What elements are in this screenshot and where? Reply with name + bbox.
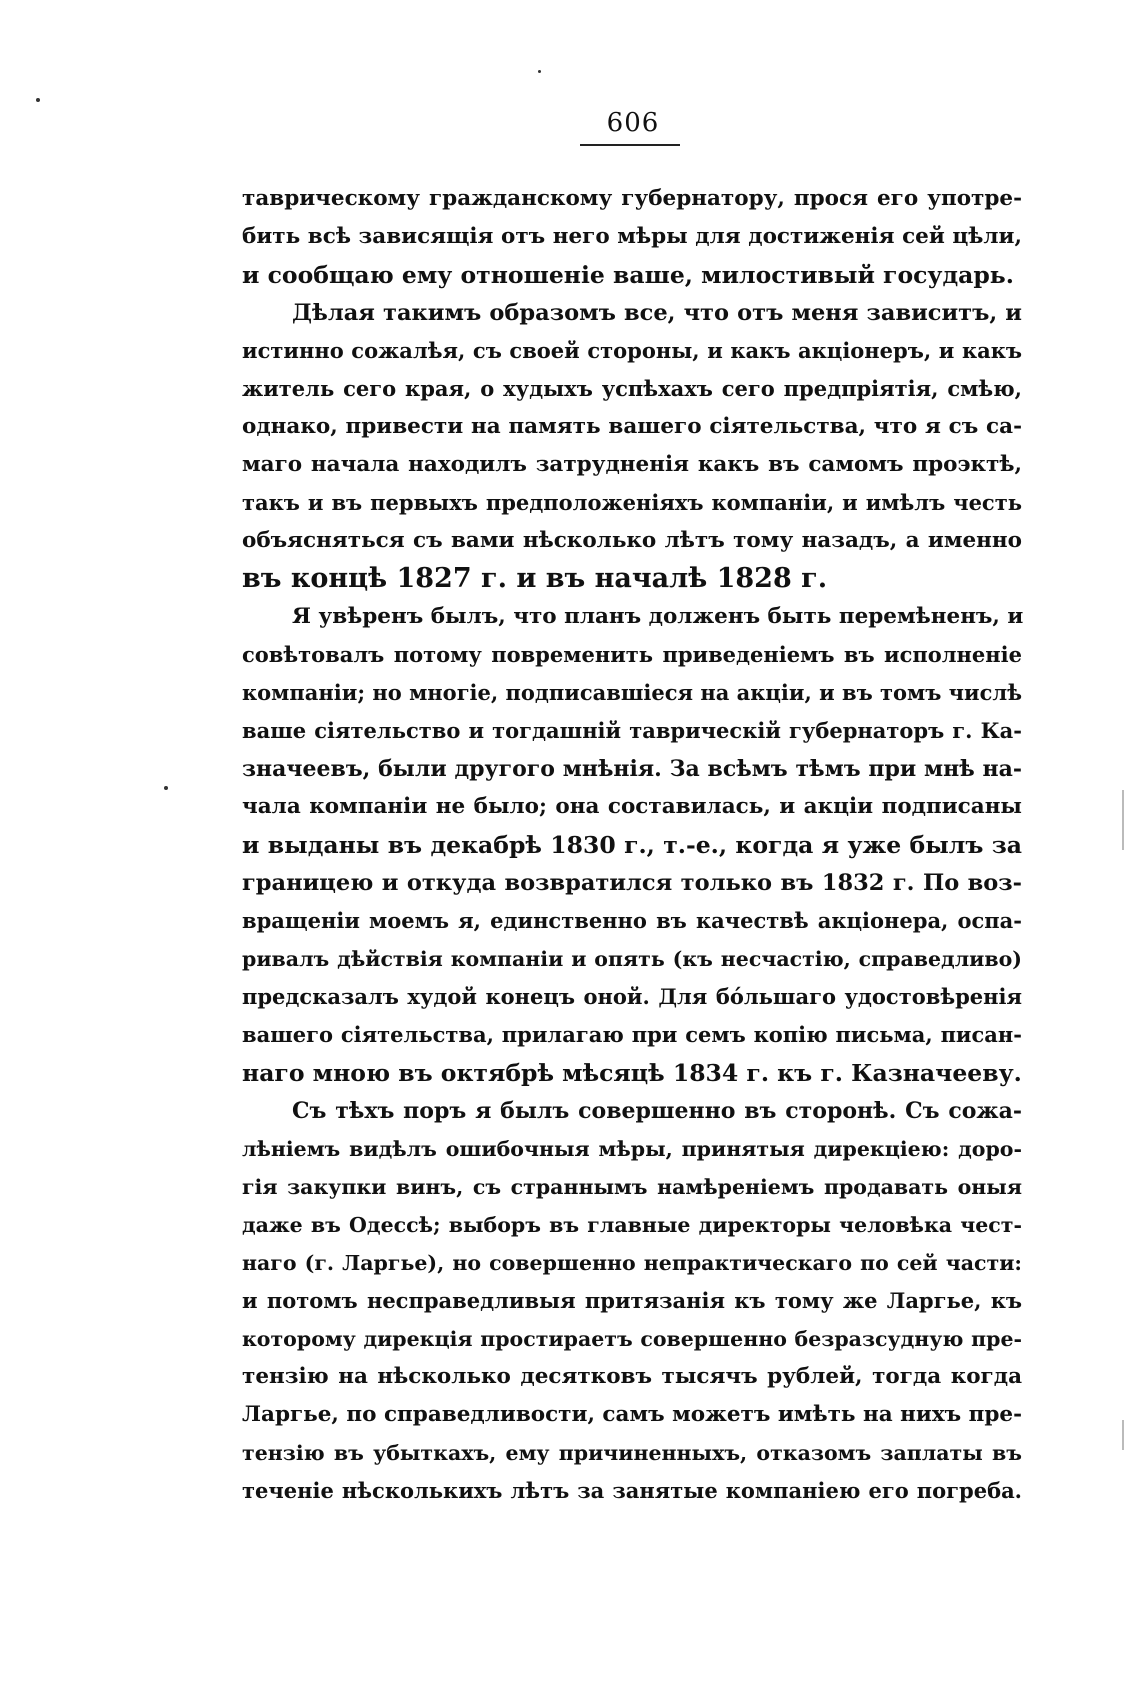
text-line: компаніи; но многіе, подписавшіеся на акціи, и въ томъ числѣ: [242, 680, 1022, 705]
text-line: и выданы въ декабрѣ 1830 г., т.-е., когда я уже былъ за: [242, 831, 1022, 859]
text-line: границею и откуда возвратился только въ 1832 г. По воз-: [242, 870, 1022, 896]
page-number: 606: [606, 108, 660, 138]
margin-mark: [1122, 1420, 1124, 1450]
paragraph-2: [242, 294, 1022, 598]
text-line: которому дирекція простираетъ совершенно безразсудную пре-: [242, 1327, 1022, 1351]
text-line: ваше сіятельство и тогдашній таврическій губернаторъ г. Ка-: [242, 718, 1022, 743]
text-line: чала компаніи не было; она составилась, и акціи подписаны: [242, 794, 1022, 819]
text-body: [242, 180, 1022, 1510]
text-line: таврическому гражданскому губернатору, прося его употре-: [242, 186, 1022, 211]
text-line: въ концѣ 1827 г. и въ началѣ 1828 г.: [242, 563, 828, 594]
text-line: тензію въ убыткахъ, ему причиненныхъ, отказомъ заплаты въ: [242, 1441, 1022, 1465]
scan-speck: [538, 70, 541, 73]
paragraph-1: [242, 180, 1022, 294]
text-line: вашего сіятельства, прилагаю при семъ копію письма, писан-: [242, 1022, 1022, 1047]
text-line: ривалъ дѣйствія компаніи и опять (къ несчастію, справедливо): [242, 947, 1022, 971]
text-line: наго (г. Ларгье), но совершенно непрактическаго по сей части:: [242, 1251, 1022, 1275]
text-line: значеевъ, были другого мнѣнія. За всѣмъ тѣмъ при мнѣ на-: [242, 756, 1022, 782]
text-line: гія закупки винъ, съ страннымъ намѣреніемъ продавать оныя: [242, 1175, 1022, 1199]
text-line: предсказалъ худой конецъ оной. Для бóльшаго удостовѣренія: [242, 984, 1022, 1009]
text-line: житель сего края, о худыхъ успѣхахъ сего предпріятія, смѣю,: [242, 376, 1022, 401]
text-line: маго начала находилъ затрудненія какъ въ самомъ проэктѣ,: [242, 452, 1022, 477]
text-line: бить всѣ зависящія отъ него мѣры для достиженія сей цѣли,: [242, 224, 1022, 249]
page-number-rule: [580, 144, 680, 146]
text-line: совѣтовалъ потому повременить приведеніемъ въ исполненіе: [242, 642, 1022, 667]
text-line: однако, привести на память вашего сіятельства, что я съ са-: [242, 414, 1022, 439]
text-line: теченіе нѣсколькихъ лѣтъ за занятые компаніею его погреба.: [242, 1478, 1022, 1503]
text-line: даже въ Одессѣ; выборъ въ главные директоры человѣка чест-: [242, 1213, 1022, 1237]
text-line: и потомъ несправедливыя притязанія къ тому же Ларгье, къ: [242, 1288, 1022, 1313]
paragraph-3: [242, 598, 1022, 1092]
text-line: Съ тѣхъ поръ я былъ совершенно въ сторонѣ. Съ сожа-: [292, 1098, 1022, 1124]
text-line: и сообщаю ему отношеніе ваше, милостивый государь.: [242, 261, 1014, 289]
margin-mark: [1122, 790, 1124, 850]
scan-speck: [36, 98, 40, 102]
text-line: Я увѣренъ былъ, что планъ долженъ быть перемѣненъ, и: [292, 604, 1024, 629]
text-line: тензію на нѣсколько десятковъ тысячъ рублей, тогда когда: [242, 1364, 1022, 1389]
text-line: Ларгье, по справедливости, самъ можетъ имѣть на нихъ пре-: [242, 1402, 1022, 1427]
text-line: такъ и въ первыхъ предположеніяхъ компаніи, и имѣлъ честь: [242, 490, 1022, 515]
text-line: наго мною въ октябрѣ мѣсяцѣ 1834 г. къ г. Казначееву.: [242, 1059, 1022, 1087]
scan-speck: [164, 786, 168, 790]
text-line: Дѣлая такимъ образомъ все, что отъ меня зависитъ, и: [292, 300, 1022, 326]
text-line: истинно сожалѣя, съ своей стороны, и какъ акціонеръ, и какъ: [242, 338, 1022, 363]
text-line: вращеніи моемъ я, единственно въ качествѣ акціонера, оспа-: [242, 908, 1022, 933]
text-line: лѣніемъ видѣлъ ошибочныя мѣры, принятыя дирекціею: доро-: [242, 1137, 1022, 1161]
paragraph-4: [242, 1092, 1022, 1510]
text-line: объясняться съ вами нѣсколько лѣтъ тому назадъ, а именно: [242, 528, 1022, 553]
